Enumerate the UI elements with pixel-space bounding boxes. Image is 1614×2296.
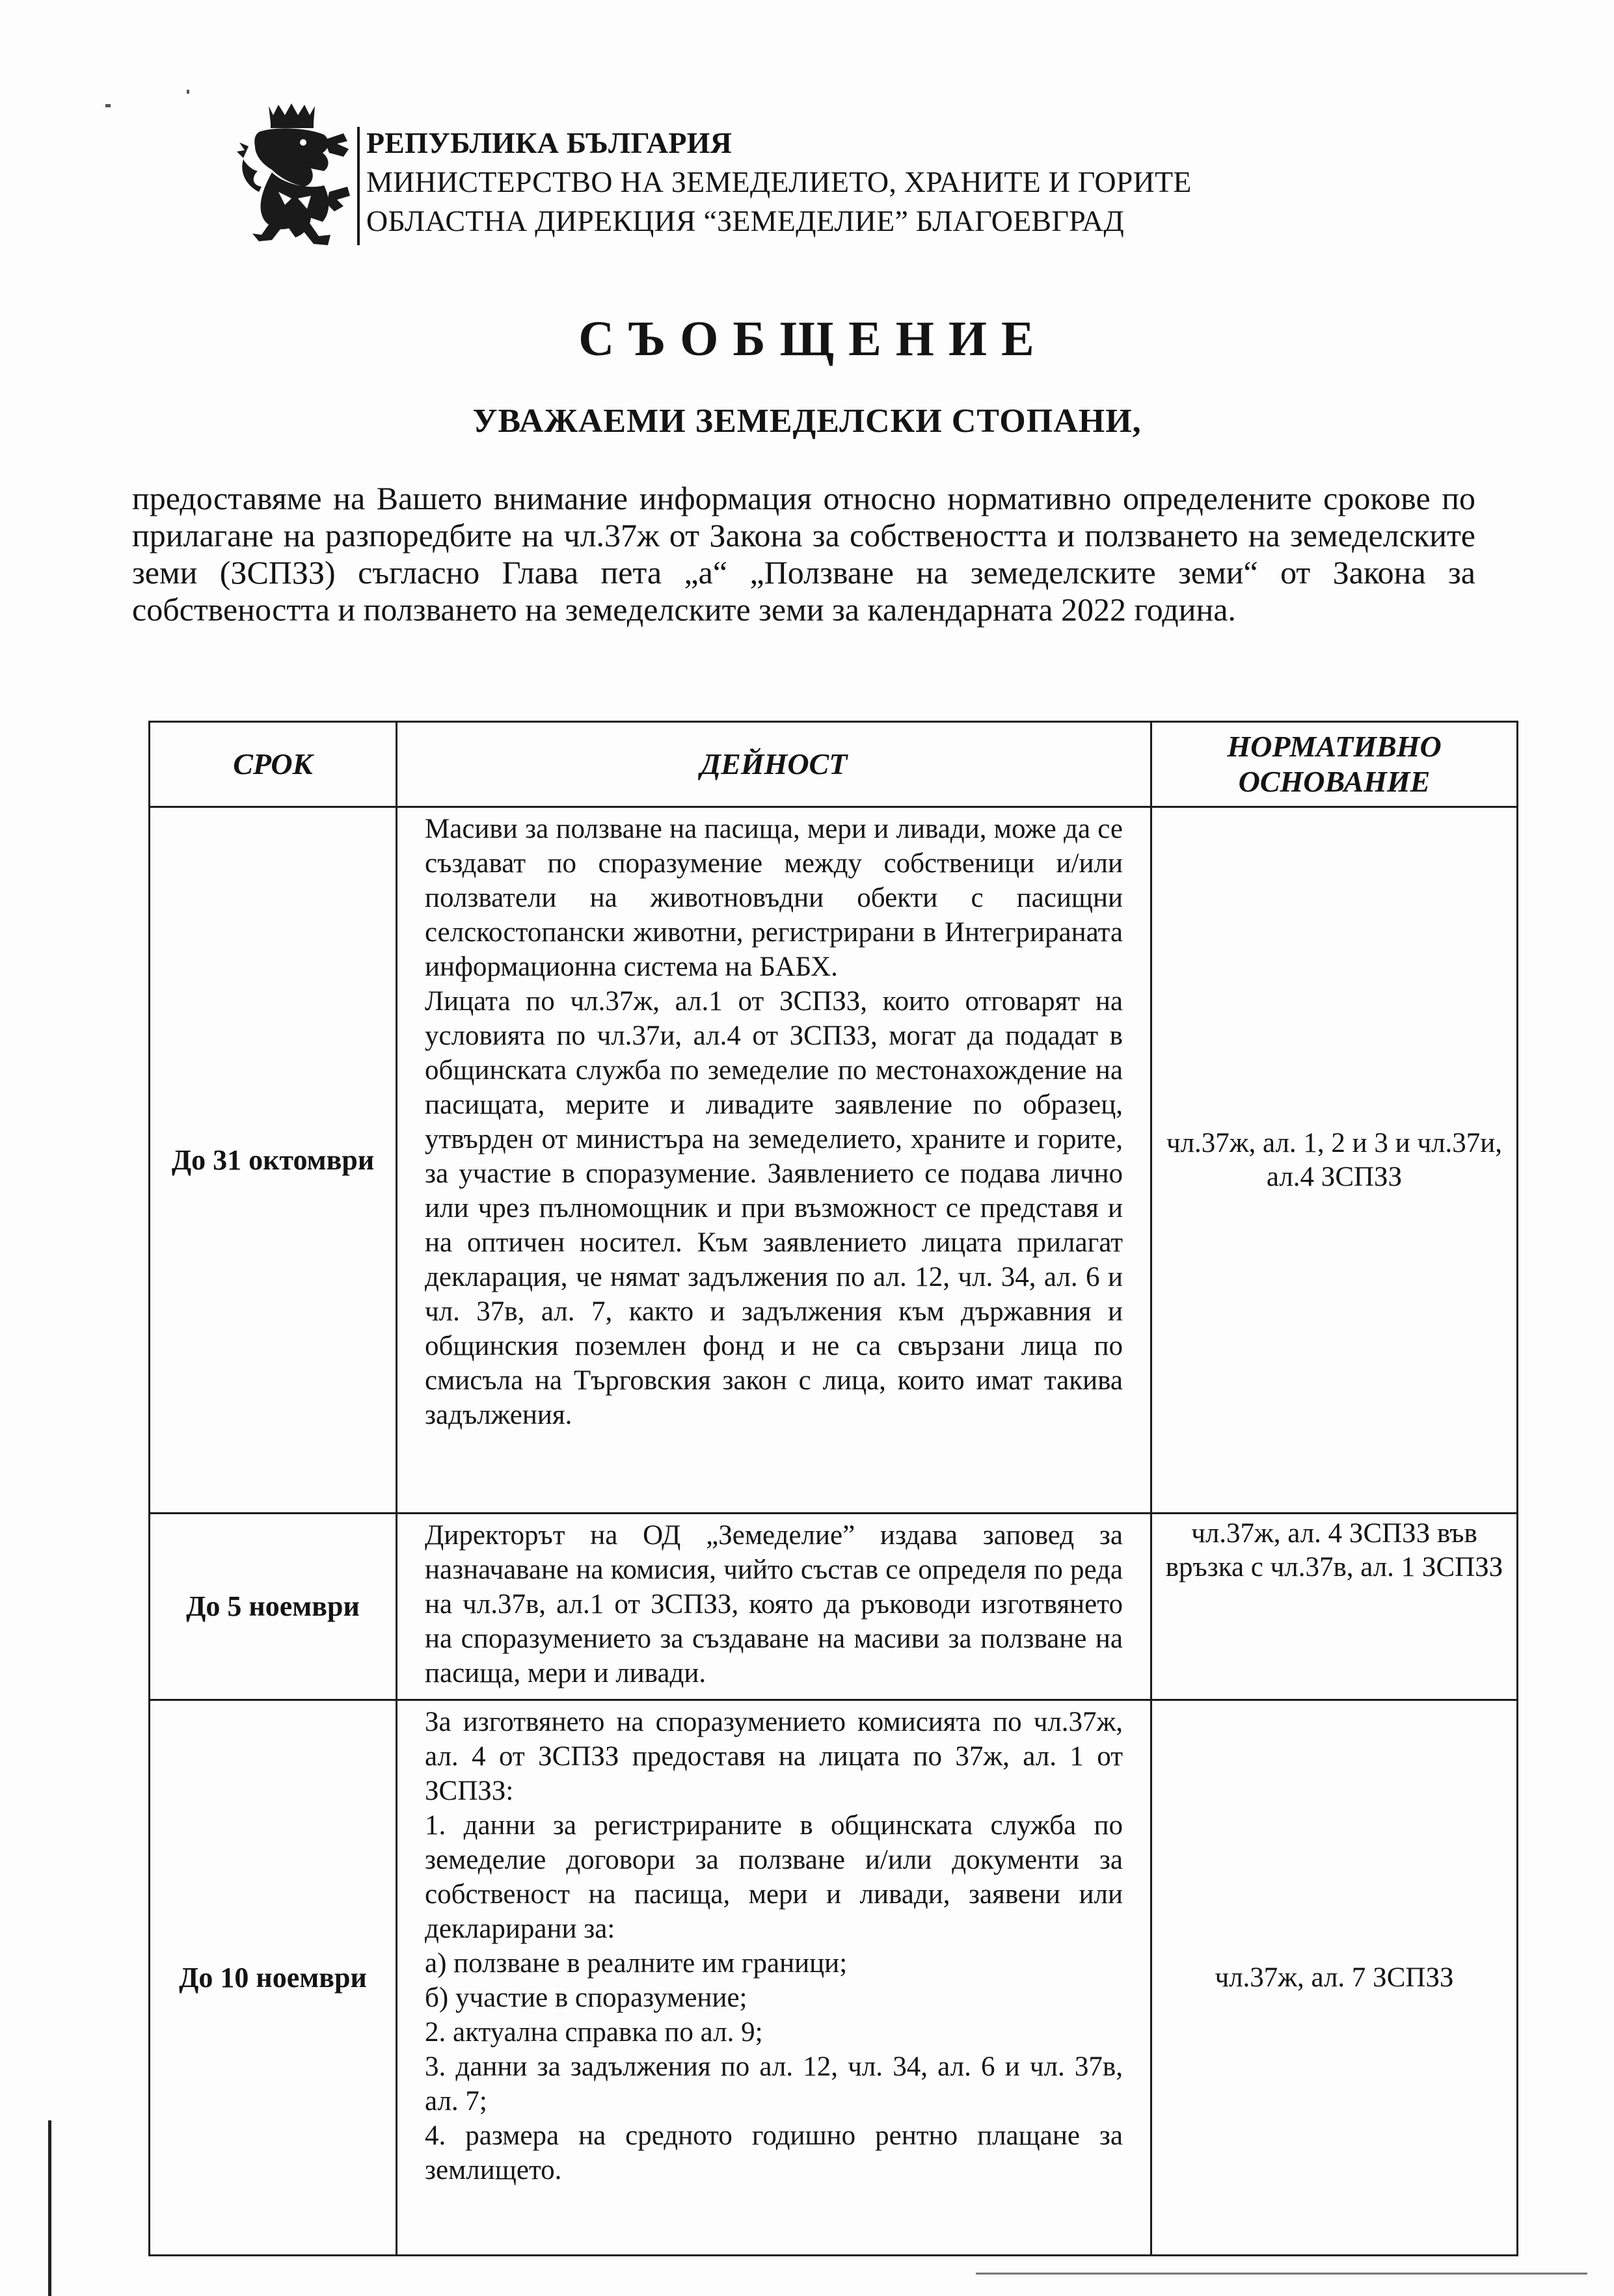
table-row [150, 1514, 1518, 1700]
activity-cell [397, 807, 1151, 1514]
activity-paragraph: Директорът на ОД „Земеделие” издава заповед за назначаване на комисия, чийто състав се определя по реда на чл.37в, ал.1 от ЗСПЗЗ, която да ръководи изготвянето на споразумението за създаване на масиви за ползване на пасища, мери и ливади. [425, 1520, 1123, 1689]
activity-list-item: 3. данни за задължения по ал. 12, чл. 34, ал. 6 и чл. 37в, ал. 7; [425, 2051, 1123, 2116]
activity-list-item: а) ползване в реалните им граници; [425, 1948, 848, 1979]
header-divider [357, 127, 360, 245]
scan-edge-line [976, 2273, 1587, 2275]
activity-paragraph: Лицата по чл.37ж, ал.1 от ЗСПЗЗ, които отговарят на условията по чл.37и, ал.4 от ЗСПЗЗ, могат да подадат в общинската служба по земеделие по местонахождение на пасищата, мерите и ливадите заявление по образец, утвърден от министъра на земеделието, храните и горите, за участие в споразумение. Заявлението се подава лично или чрез пълномощник и при възможност се представя и на оптичен носител. Към заявлението лицата прилагат декларация, че нямат задължения по ал. 12, чл. 34, ал. 6 и чл. 37в, ал. 7, както и задължения към държавния и общинския поземлен фонд и не са свързани лица по смисъла на Търговския закон с лица, които имат такива задължения. [425, 986, 1123, 1430]
activity-paragraph: За изготвянето на споразумението комисията по чл.37ж, ал. 4 от ЗСПЗЗ предоставя на лицата по 37ж, ал. 1 от ЗСПЗЗ: [425, 1707, 1123, 1806]
basis-cell: чл.37ж, ал. 4 ЗСПЗЗ във връзка с чл.37в, ал. 1 ЗСПЗЗ [1151, 1514, 1518, 1700]
term-cell: До 5 ноември [150, 1514, 397, 1700]
activity-paragraph: Масиви за ползване на пасища, мери и ливади, може да се създават по споразумение между собственици и/или ползватели на животновъдни обекти с пасищни селскостопански животни, регистрирани в Интегрираната информационна система на БАБХ. [425, 814, 1123, 982]
scan-speck [105, 104, 111, 107]
ministry-name: МИНИСТЕРСТВО НА ЗЕМЕДЕЛИЕТО, ХРАНИТЕ И ГОРИТЕ [366, 165, 1192, 198]
institution-header [366, 124, 1192, 241]
deadlines-table [148, 721, 1518, 2256]
scan-speck [187, 90, 189, 94]
header-term: СРОК [150, 722, 397, 807]
lion-coat-of-arms-icon [233, 101, 353, 254]
country-name: РЕПУБЛИКА БЪЛГАРИЯ [366, 126, 733, 159]
salutation: УВАЖАЕМИ ЗЕМЕДЕЛСКИ СТОПАНИ, [472, 403, 1142, 440]
intro-paragraph: предоставяме на Вашето внимание информация относно нормативно определените срокове по прилагане на разпоредбите на чл.37ж от Закона за собствеността и ползването на земеделските земи (ЗСПЗЗ) съгласно Глава пета „а“ „Ползване на земеделските земи“ от Закона за собствеността и ползването на земеделските земи за календарната 2022 година. [132, 480, 1475, 628]
table-row [150, 807, 1518, 1514]
scan-edge-line [48, 2120, 51, 2296]
activity-paragraph: 1. данни за регистрираните в общинската служба по земеделие договори за ползване и/или документи за собственост на пасища, мери и ливади, заявени или декларирани за: [425, 1810, 1123, 1944]
activity-cell [397, 1700, 1151, 2256]
basis-cell: чл.37ж, ал. 1, 2 и 3 и чл.37и, ал.4 ЗСПЗЗ [1151, 807, 1518, 1514]
basis-cell: чл.37ж, ал. 7 ЗСПЗЗ [1151, 1700, 1518, 2256]
activity-cell [397, 1514, 1151, 1700]
activity-list-item: 2. актуална справка по ал. 9; [425, 2017, 763, 2048]
term-cell: До 10 ноември [150, 1700, 397, 2256]
directorate-name: ОБЛАСТНА ДИРЕКЦИЯ “ЗЕМЕДЕЛИЕ” БЛАГОЕВГРАД [366, 204, 1125, 237]
table-header-row [150, 722, 1518, 807]
activity-list-item: 4. размера на средното годишно рентно плащане за землището. [425, 2120, 1123, 2185]
activity-list-item: б) участие в споразумение; [425, 1982, 747, 2013]
document-title: СЪОБЩЕНИЕ [578, 312, 1049, 366]
header-basis: НОРМАТИВНО ОСНОВАНИЕ [1151, 722, 1518, 807]
table-row [150, 1700, 1518, 2256]
header-activity: ДЕЙНОСТ [397, 722, 1151, 807]
term-cell: До 31 октомври [150, 807, 397, 1514]
